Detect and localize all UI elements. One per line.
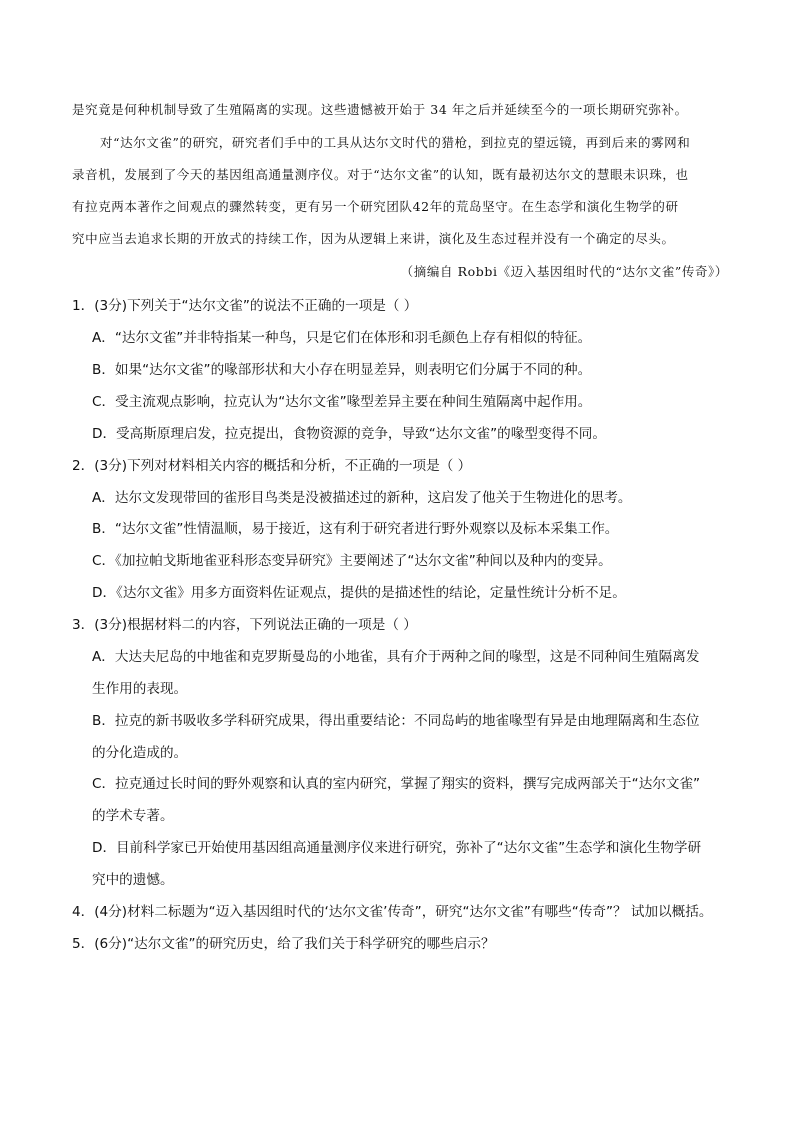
option-c-continuation: 的学术专著。 xyxy=(92,808,174,824)
option-d-continuation: 究中的遗憾。 xyxy=(92,872,174,888)
question-stem: 2．(3分)下列对材料相关内容的概括和分析，不正确的一项是（ ） xyxy=(72,458,472,474)
question-stem: 4．(4分)材料二标题为“迈入基因组时代的‘达尔文雀’传奇”，研究“达尔文雀”有哪些“传奇”？ 试加以概括。 xyxy=(72,904,713,920)
option-c: C．《加拉帕戈斯地雀亚科形态变异研究》主要阐述了“达尔文雀”种间以及种内的变异。 xyxy=(92,553,612,569)
option-b: B．如果“达尔文雀”的喙部形状和大小存在明显差异，则表明它们分属于不同的种。 xyxy=(92,362,592,378)
question-stem: 1．(3分)下列关于“达尔文雀”的说法不正确的一项是（ ） xyxy=(72,298,418,314)
option-c: C．受主流观点影响，拉克认为“达尔文雀”喙型差异主要在种间生殖隔离中起作用。 xyxy=(92,394,592,410)
passage-line: 录音机，发展到了今天的基因组高通量测序仪。对于“达尔文雀”的认知，既有最初达尔文的慧眼未识珠，也 xyxy=(72,167,689,182)
option-b: B．“达尔文雀”性情温顺，易于接近，这有利于研究者进行野外观察以及标本采集工作。 xyxy=(92,521,619,537)
option-a-continuation: 生作用的表现。 xyxy=(92,681,188,697)
question-stem: 5．(6分)“达尔文雀”的研究历史，给了我们关于科学研究的哪些启示？ xyxy=(72,936,495,952)
option-b-continuation: 的分化造成的。 xyxy=(92,745,188,761)
passage-line: 对“达尔文雀”的研究，研究者们手中的工具从达尔文时代的猎枪，到拉克的望远镜，再到后来的雾网和 xyxy=(100,135,691,150)
passage-line: 有拉克两本著作之间观点的骤然转变，更有另一个研究团队42年的荒岛坚守。在生态学和演化生物学的研 xyxy=(72,199,679,214)
passage-line: 是究竟是何种机制导致了生殖隔离的实现。这些遗憾被开始于 34 年之后并延续至今的一项长期研究弥补。 xyxy=(72,102,688,117)
option-c: C．拉克通过长时间的野外观察和认真的室内研究，掌握了翔实的资料，撰写完成两部关于“达尔文雀” xyxy=(92,776,701,792)
question-stem: 3．(3分)根据材料二的内容，下列说法正确的一项是（ ） xyxy=(72,617,417,633)
passage-citation: （摘编自 Robbi《迈入基因组时代的“达尔文雀”传奇》） xyxy=(400,264,728,279)
option-b: B．拉克的新书吸收多学科研究成果，得出重要结论：不同岛屿的地雀喙型有异是由地理隔离和生态位 xyxy=(92,713,700,729)
passage-line: 究中应当去追求长期的开放式的持续工作，因为从逻辑上来讲，演化及生态过程并没有一个确定的尽头。 xyxy=(72,231,675,246)
option-d: D．《达尔文雀》用多方面资料佐证观点，提供的是描述性的结论，定量性统计分析不足。 xyxy=(92,585,626,601)
option-a: A．大达夫尼岛的中地雀和克罗斯曼岛的小地雀，具有介于两种之间的喙型，这是不同种间生殖隔离发 xyxy=(92,649,700,665)
option-a: A．达尔文发现带回的雀形目鸟类是没被描述过的新种，这启发了他关于生物进化的思考。 xyxy=(92,490,632,506)
option-a: A．“达尔文雀”并非特指某一种鸟，只是它们在体形和羽毛颜色上存有相似的特征。 xyxy=(92,330,592,346)
option-d: D．目前科学家已开始使用基因组高通量测序仪来进行研究，弥补了“达尔文雀”生态学和演化生物学研 xyxy=(92,840,702,856)
option-d: D．受高斯原理启发，拉克提出，食物资源的竞争，导致“达尔文雀”的喙型变得不同。 xyxy=(92,426,606,442)
